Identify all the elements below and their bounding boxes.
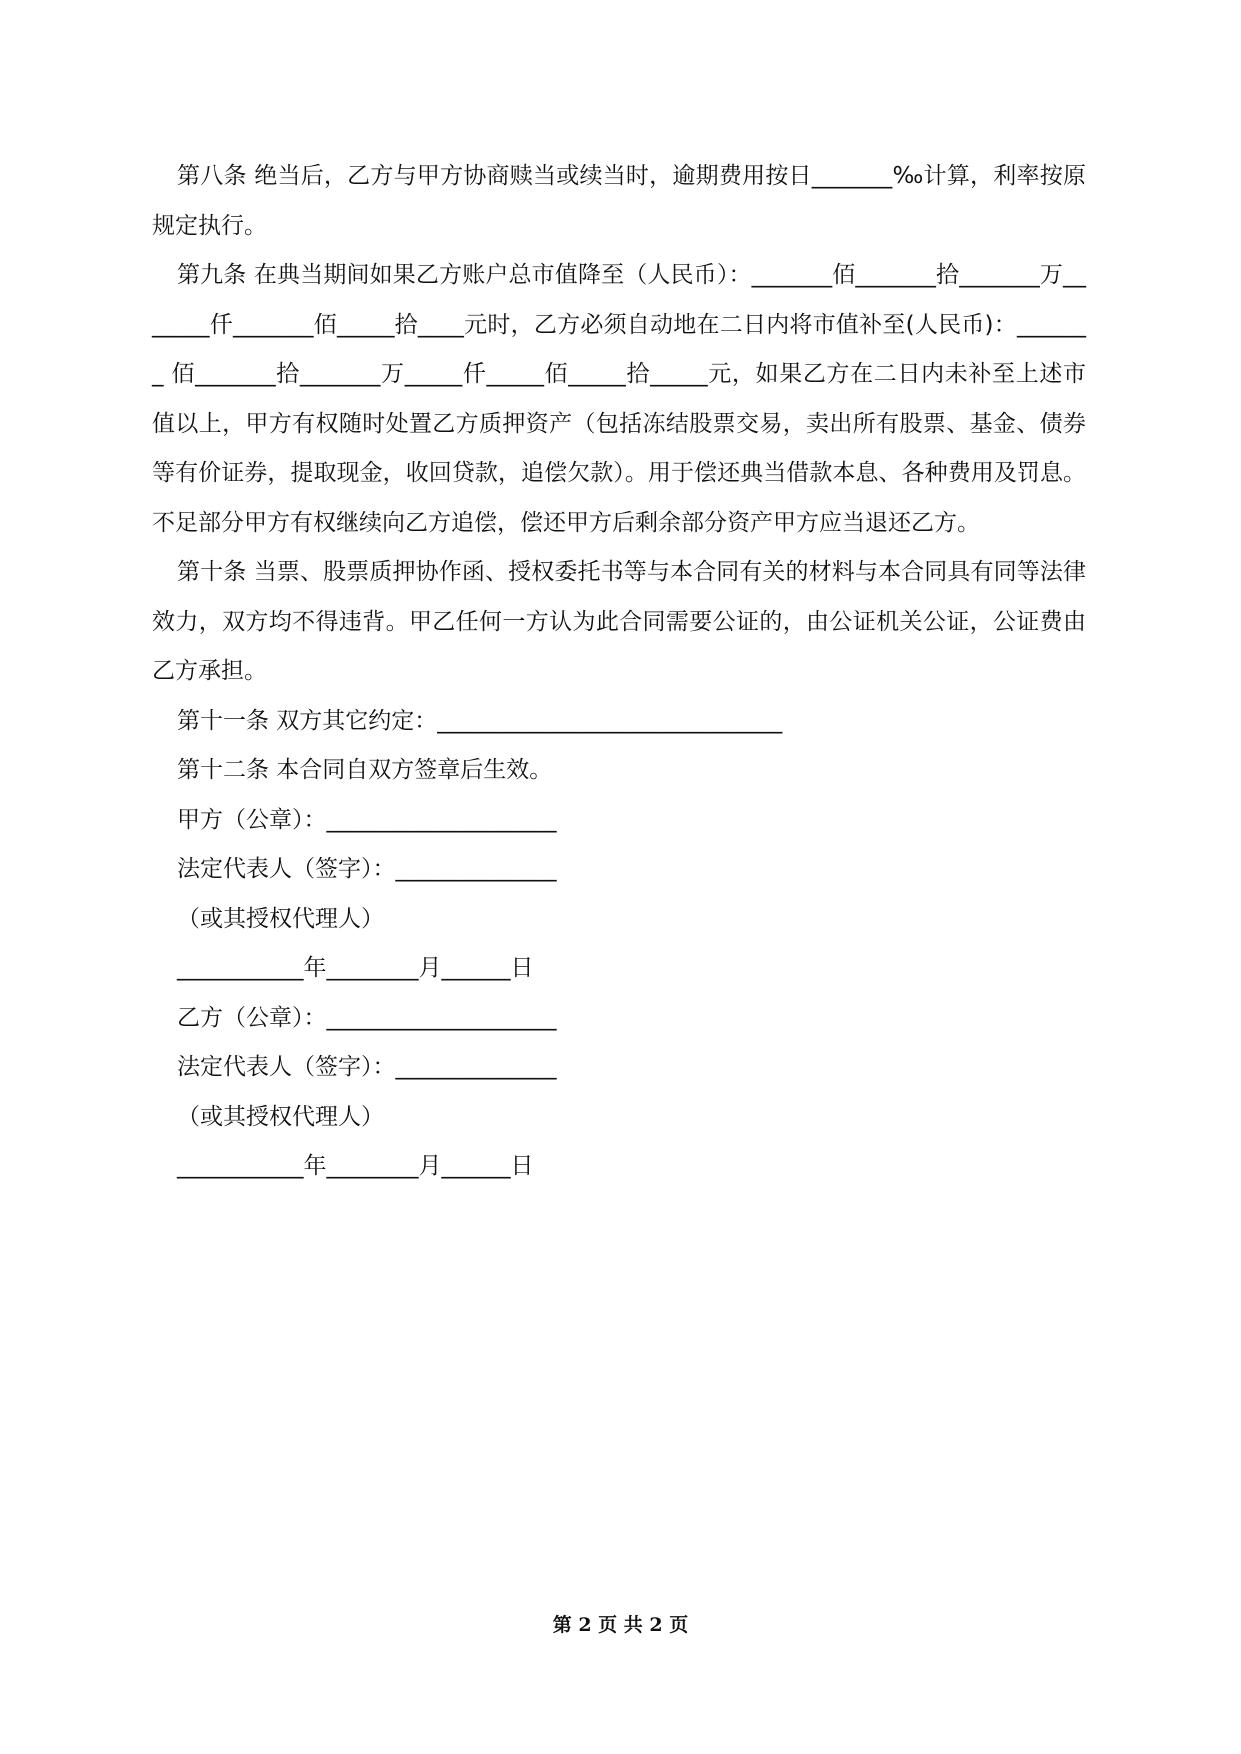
party-a-seal-line: 甲方（公章）：____________________ [177,806,557,833]
party-a-date-line: ___________年________月______日 [177,955,534,981]
party-a-representative-line: 法定代表人（签字）：______________ [177,856,557,882]
article-9: 第九条 在典当期间如果乙方账户总市值降至（人民币）：_______佰_______拾_______万_______仟_______佰_____拾____元时，乙方必须自动地在二日内将市值补至(人民币)：_______ 佰_______拾_______万_____仟_____佰_____拾_____元，如果乙方在二日内未补至上述市值以上，甲方有权随时处置乙方质押资产（包括冻结股票交易，卖出所有股票、基金、债券等有价证券，提取现金，收回贷款，追偿欠款）。用于偿还典当借款本息、各种费用及罚息。不足部分甲方有权继续向乙方追偿，偿还甲方后剩余部分资产甲方应当退还乙方。 [152,262,1086,536]
party-b-agent-note: （或其授权代理人） [177,1103,384,1130]
contract-body [152,152,1086,1192]
page-number: 第 2 页 共 2 页 [552,1614,689,1636]
party-b-representative-line: 法定代表人（签字）：______________ [177,1054,557,1080]
article-12: 第十二条 本合同自双方签章后生效。 [177,757,553,783]
article-11: 第十一条 双方其它约定：______________________________ [177,707,783,734]
party-b-date-line: ___________年________月______日 [177,1153,534,1179]
party-a-agent-note: （或其授权代理人） [177,905,384,932]
article-8: 第八条 绝当后，乙方与甲方协商赎当或续当时，逾期费用按日_______‰计算，利率按原规定执行。 [152,163,1086,239]
party-b-seal-line: 乙方（公章）：____________________ [177,1004,557,1031]
article-10: 第十条 当票、股票质押协作函、授权委托书等与本合同有关的材料与本合同具有同等法律效力，双方均不得违背。甲乙任何一方认为此合同需要公证的，由公证机关公证，公证费由乙方承担。 [152,559,1086,684]
